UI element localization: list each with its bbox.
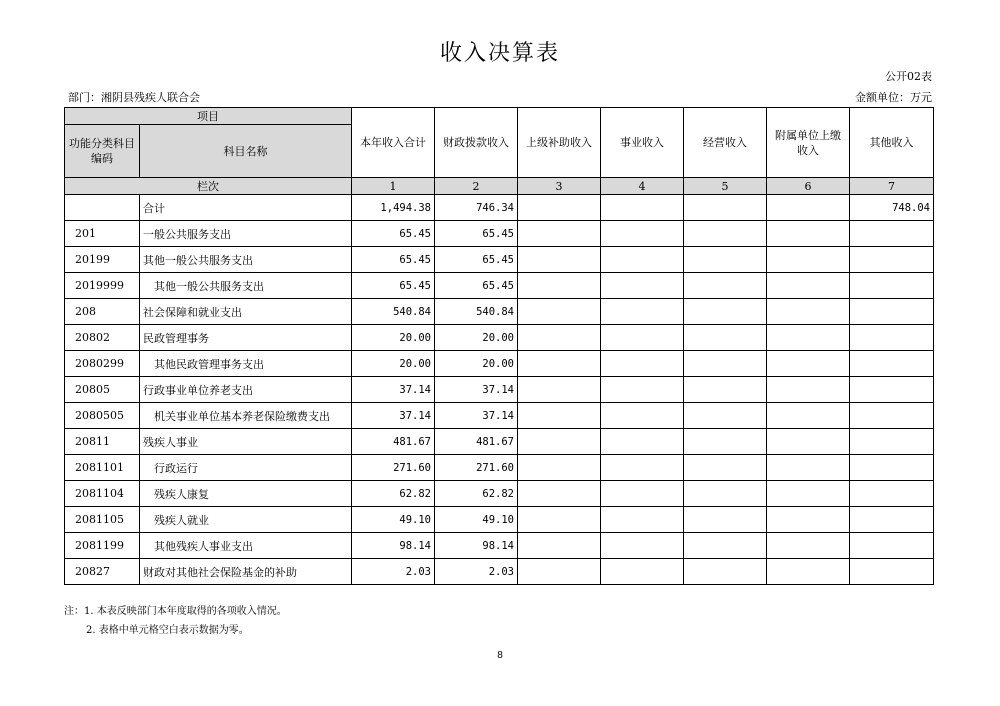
- subject-name-cell: 其他残疾人事业支出: [140, 533, 352, 559]
- amount-cell: [518, 247, 601, 273]
- amount-cell: [518, 455, 601, 481]
- subject-code-cell: 20805: [65, 377, 140, 403]
- subject-name-cell: 社会保障和就业支出: [140, 299, 352, 325]
- table-row: [65, 429, 934, 455]
- table-row: [65, 221, 934, 247]
- amount-cell: [601, 273, 684, 299]
- amount-cell: [518, 559, 601, 585]
- subject-code-cell: 2081199: [65, 533, 140, 559]
- col-header: 上级补助收入: [518, 108, 601, 178]
- amount-cell: 37.14: [352, 377, 435, 403]
- amount-cell: [601, 429, 684, 455]
- amount-cell: [601, 325, 684, 351]
- amount-cell: [767, 221, 850, 247]
- subject-code-cell: 2080299: [65, 351, 140, 377]
- table-row: [65, 351, 934, 377]
- notes: [64, 602, 287, 640]
- amount-cell: [518, 273, 601, 299]
- table-row: [65, 559, 934, 585]
- table-row: [65, 455, 934, 481]
- amount-cell: [850, 455, 934, 481]
- table-row: [65, 481, 934, 507]
- amount-cell: 65.45: [352, 273, 435, 299]
- amount-cell: [601, 455, 684, 481]
- department-label: 部门：湘阴县残疾人联合会: [68, 91, 200, 104]
- amount-cell: [601, 533, 684, 559]
- amount-cell: [850, 559, 934, 585]
- amount-cell: [767, 377, 850, 403]
- col-number: 2: [435, 178, 518, 195]
- amount-cell: [684, 481, 767, 507]
- amount-cell: 20.00: [352, 351, 435, 377]
- form-number: 公开02表: [885, 70, 932, 83]
- amount-cell: [601, 351, 684, 377]
- amount-cell: 37.14: [435, 403, 518, 429]
- subject-name-cell: 财政对其他社会保险基金的补助: [140, 559, 352, 585]
- amount-cell: [850, 299, 934, 325]
- amount-cell: [684, 299, 767, 325]
- subject-code-cell: 20199: [65, 247, 140, 273]
- subject-name-cell: 残疾人事业: [140, 429, 352, 455]
- subject-code-cell: 20811: [65, 429, 140, 455]
- note-line: 2. 表格中单元格空白表示数据为零。: [86, 625, 249, 636]
- amount-cell: 20.00: [352, 325, 435, 351]
- col-header: 事业收入: [601, 108, 684, 178]
- amount-cell: [684, 429, 767, 455]
- col-header: 经营收入: [684, 108, 767, 178]
- amount-cell: [767, 455, 850, 481]
- amount-cell: [684, 377, 767, 403]
- subject-code-cell: 201: [65, 221, 140, 247]
- amount-cell: [767, 559, 850, 585]
- subject-code-cell: [65, 195, 140, 221]
- amount-cell: [518, 299, 601, 325]
- table-row: [65, 533, 934, 559]
- amount-cell: [601, 507, 684, 533]
- subject-code-cell: 20827: [65, 559, 140, 585]
- amount-cell: [601, 221, 684, 247]
- amount-cell: [767, 403, 850, 429]
- func-code-header: 功能分类科目编码: [65, 125, 140, 178]
- amount-cell: [850, 481, 934, 507]
- amount-cell: [850, 247, 934, 273]
- amount-cell: 49.10: [352, 507, 435, 533]
- amount-cell: [850, 403, 934, 429]
- amount-cell: [767, 481, 850, 507]
- amount-cell: 20.00: [435, 351, 518, 377]
- amount-cell: [518, 325, 601, 351]
- amount-cell: [684, 533, 767, 559]
- amount-cell: [850, 273, 934, 299]
- amount-cell: 37.14: [352, 403, 435, 429]
- amount-cell: [684, 403, 767, 429]
- amount-cell: [518, 429, 601, 455]
- subject-name-cell: 其他民政管理事务支出: [140, 351, 352, 377]
- col-header: 附属单位上缴收入: [767, 108, 850, 178]
- subject-name-header: 科目名称: [140, 125, 352, 178]
- table-row: [65, 273, 934, 299]
- subject-name-cell: 合计: [140, 195, 352, 221]
- amount-cell: 481.67: [435, 429, 518, 455]
- project-header: 项目: [65, 108, 352, 125]
- subject-code-cell: 20802: [65, 325, 140, 351]
- amount-cell: [850, 507, 934, 533]
- amount-cell: [767, 299, 850, 325]
- amount-cell: [518, 533, 601, 559]
- subject-name-cell: 民政管理事务: [140, 325, 352, 351]
- col-header: 本年收入合计: [352, 108, 435, 178]
- amount-cell: [684, 221, 767, 247]
- subject-code-cell: 2019999: [65, 273, 140, 299]
- amount-cell: [518, 403, 601, 429]
- amount-cell: [850, 221, 934, 247]
- amount-cell: [767, 429, 850, 455]
- subject-name-cell: 其他一般公共服务支出: [140, 247, 352, 273]
- col-header: 财政拨款收入: [435, 108, 518, 178]
- amount-cell: [850, 429, 934, 455]
- amount-cell: [850, 533, 934, 559]
- amount-cell: [767, 507, 850, 533]
- amount-cell: 37.14: [435, 377, 518, 403]
- amount-cell: [518, 351, 601, 377]
- amount-cell: 271.60: [435, 455, 518, 481]
- amount-cell: [767, 195, 850, 221]
- subject-name-cell: 残疾人就业: [140, 507, 352, 533]
- amount-cell: 2.03: [352, 559, 435, 585]
- subject-name-cell: 残疾人康复: [140, 481, 352, 507]
- amount-cell: [518, 195, 601, 221]
- table-row: [65, 325, 934, 351]
- amount-cell: 98.14: [352, 533, 435, 559]
- subject-code-cell: 2081104: [65, 481, 140, 507]
- amount-cell: [601, 377, 684, 403]
- note-line: 注：1. 本表反映部门本年度取得的各项收入情况。: [64, 606, 287, 617]
- amount-cell: [767, 351, 850, 377]
- income-table: [64, 107, 934, 585]
- amount-cell: [767, 273, 850, 299]
- amount-cell: [684, 559, 767, 585]
- amount-cell: [684, 351, 767, 377]
- col-number: 5: [684, 178, 767, 195]
- amount-cell: [601, 195, 684, 221]
- amount-cell: [767, 247, 850, 273]
- report-title: 收入决算表: [439, 41, 560, 66]
- table-body: [65, 195, 934, 585]
- col-header: 其他收入: [850, 108, 934, 178]
- amount-cell: 2.03: [435, 559, 518, 585]
- amount-cell: 65.45: [435, 273, 518, 299]
- table-row: [65, 195, 934, 221]
- subject-name-cell: 行政事业单位养老支出: [140, 377, 352, 403]
- subject-code-cell: 2080505: [65, 403, 140, 429]
- amount-cell: [684, 195, 767, 221]
- amount-cell: 1,494.38: [352, 195, 435, 221]
- amount-unit-label: 金额单位：万元: [855, 91, 932, 104]
- col-number: 6: [767, 178, 850, 195]
- amount-cell: [850, 377, 934, 403]
- amount-cell: [601, 559, 684, 585]
- amount-cell: 271.60: [352, 455, 435, 481]
- col-number: 7: [850, 178, 934, 195]
- amount-cell: 62.82: [435, 481, 518, 507]
- subject-code-cell: 2081105: [65, 507, 140, 533]
- amount-cell: [850, 325, 934, 351]
- subject-code-cell: 2081101: [65, 455, 140, 481]
- amount-cell: [684, 507, 767, 533]
- lanci-header: 栏次: [65, 178, 352, 195]
- amount-cell: 65.45: [435, 221, 518, 247]
- page-number: 8: [497, 650, 503, 661]
- amount-cell: [767, 325, 850, 351]
- amount-cell: [601, 481, 684, 507]
- subject-name-cell: 行政运行: [140, 455, 352, 481]
- amount-cell: 49.10: [435, 507, 518, 533]
- table-row: [65, 377, 934, 403]
- subject-name-cell: 一般公共服务支出: [140, 221, 352, 247]
- amount-cell: [850, 351, 934, 377]
- amount-cell: [518, 221, 601, 247]
- subject-name-cell: 机关事业单位基本养老保险缴费支出: [140, 403, 352, 429]
- amount-cell: 98.14: [435, 533, 518, 559]
- amount-cell: [684, 455, 767, 481]
- amount-cell: [684, 247, 767, 273]
- amount-cell: 540.84: [352, 299, 435, 325]
- amount-cell: 746.34: [435, 195, 518, 221]
- amount-cell: 481.67: [352, 429, 435, 455]
- subject-code-cell: 208: [65, 299, 140, 325]
- amount-cell: 540.84: [435, 299, 518, 325]
- table-row: [65, 403, 934, 429]
- amount-cell: [518, 377, 601, 403]
- col-number: 4: [601, 178, 684, 195]
- amount-cell: 62.82: [352, 481, 435, 507]
- col-number: 3: [518, 178, 601, 195]
- amount-cell: [518, 507, 601, 533]
- amount-cell: [601, 403, 684, 429]
- amount-cell: [684, 325, 767, 351]
- col-number: 1: [352, 178, 435, 195]
- amount-cell: 65.45: [352, 221, 435, 247]
- amount-cell: [601, 299, 684, 325]
- amount-cell: [518, 481, 601, 507]
- table-row: [65, 299, 934, 325]
- table-row: [65, 507, 934, 533]
- amount-cell: 748.04: [850, 195, 934, 221]
- amount-cell: [767, 533, 850, 559]
- amount-cell: [684, 273, 767, 299]
- amount-cell: [601, 247, 684, 273]
- amount-cell: 65.45: [435, 247, 518, 273]
- subject-name-cell: 其他一般公共服务支出: [140, 273, 352, 299]
- amount-cell: 65.45: [352, 247, 435, 273]
- amount-cell: 20.00: [435, 325, 518, 351]
- table-row: [65, 247, 934, 273]
